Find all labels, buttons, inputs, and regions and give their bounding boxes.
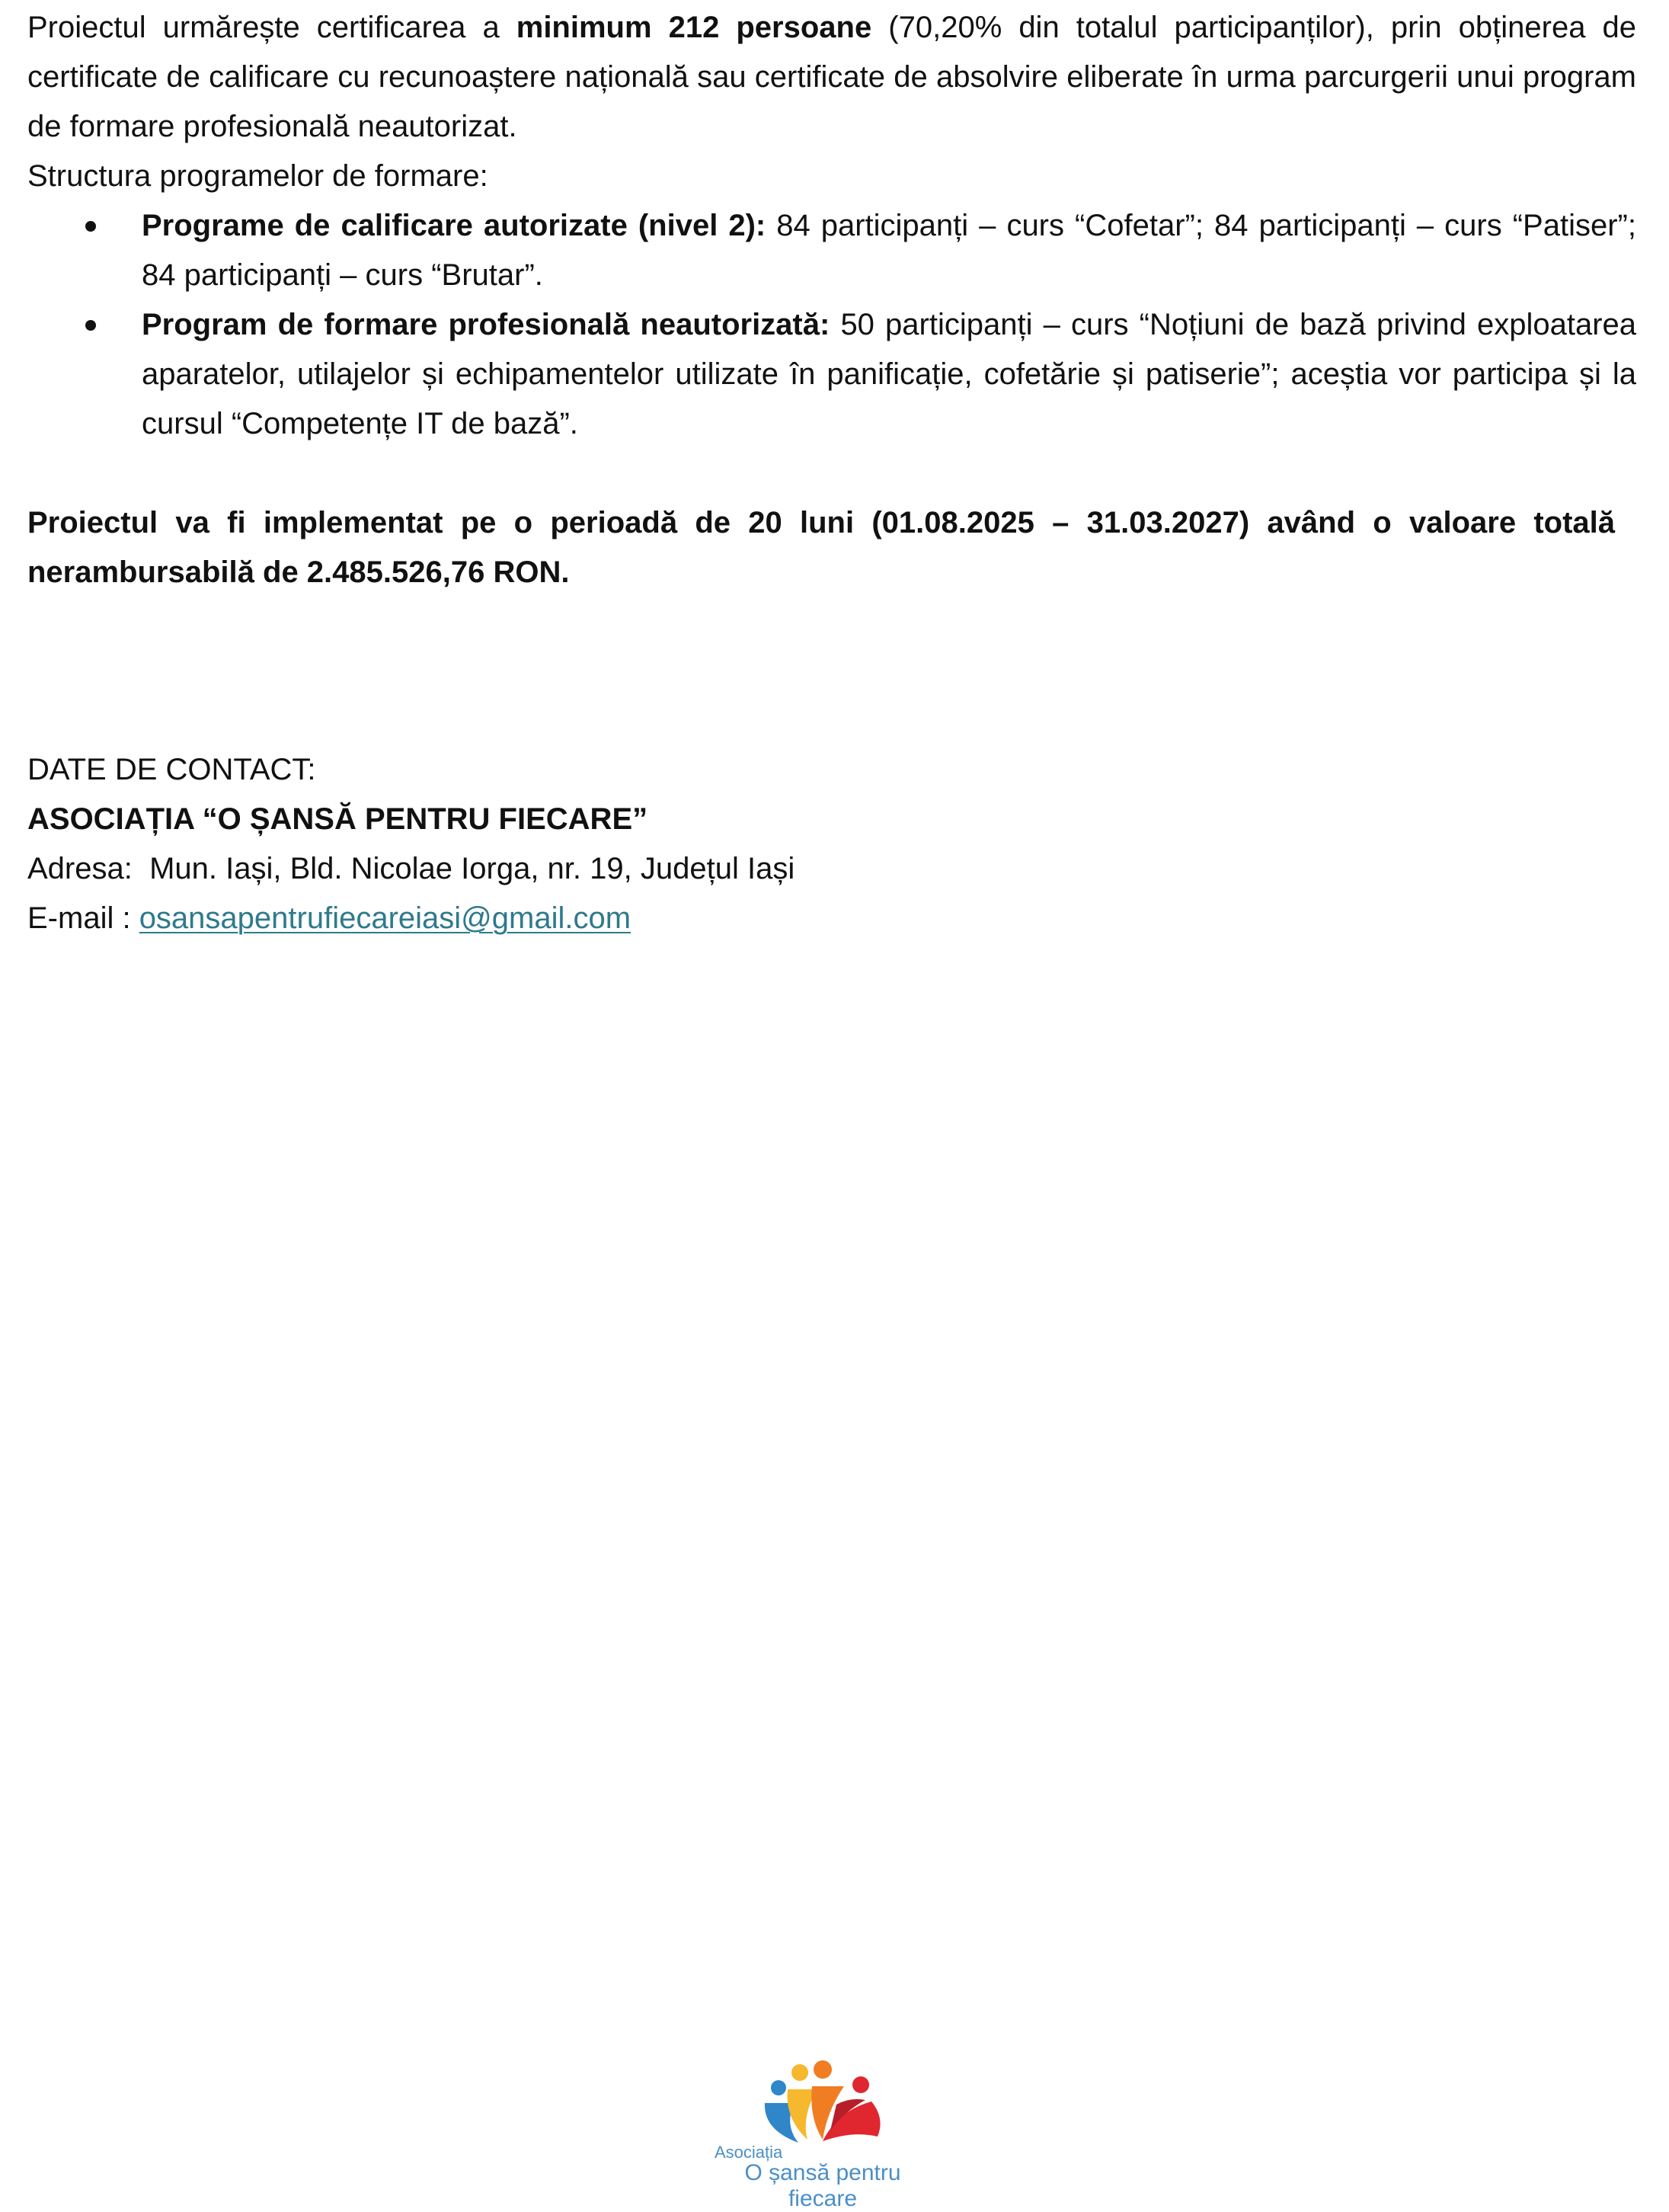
list-item-bold: Program de formare profesională neautorizată: xyxy=(142,308,830,341)
document-page xyxy=(27,0,1636,943)
intro-text-end: (70,20% din totalul participanților), prin obținerea de certificate de calificare cu recunoaștere națională sau certificate de absolvire eliberate în urma parcurgerii unui program de formare profesională neautorizat. xyxy=(27,11,1636,143)
list-item xyxy=(27,201,1636,300)
bullet-icon xyxy=(85,221,96,232)
list-item-text: 84 participanți – curs “Cofetar”; 84 participanți – curs “Patiser”; 84 participanți – curs “Brutar”. xyxy=(142,209,1636,292)
logo-text-name: O șansă pentru fiecare xyxy=(744,2160,901,2211)
project-summary: Proiectul va fi implementat pe o perioadă de 20 luni (01.08.2025 – 31.03.2027) având o valoare totală nerambursabilă de 2.485.526,76 RON. xyxy=(27,506,1615,589)
program-list xyxy=(27,201,1636,449)
email-label: E-mail : xyxy=(27,901,139,935)
contact-heading: DATE DE CONTACT: xyxy=(27,753,316,786)
address-line xyxy=(27,844,1636,894)
email-line xyxy=(27,894,1636,943)
organization-name: ASOCIAȚIA “O ȘANSĂ PENTRU FIECARE” xyxy=(27,802,648,836)
address-label: Adresa: xyxy=(27,852,133,885)
intro-text-start: Proiectul urmărește certificarea a xyxy=(27,11,516,44)
list-item xyxy=(27,300,1636,449)
structure-heading: Structura programelor de formare: xyxy=(27,159,488,193)
email-link[interactable]: osansapentrufiecareiasi@gmail.com xyxy=(139,901,631,935)
bullet-icon xyxy=(85,320,96,331)
list-item-text: 50 participanți – curs “Noțiuni de bază privind exploatarea aparatelor, utilajelor și echipamentelor utilizate în panificație, cofetărie și patiserie”; aceștia vor participa și la cursul “Competențe IT de bază”. xyxy=(142,308,1637,440)
list-item-bold: Programe de calificare autorizate (nivel 2): xyxy=(142,209,766,242)
logo-text-association: Asociația xyxy=(715,2143,783,2162)
logo-graphic xyxy=(708,2057,937,2149)
intro-bold-count: minimum 212 persoane xyxy=(516,11,872,44)
intro-paragraph xyxy=(27,3,1636,152)
address-value: Mun. Iași, Bld. Nicolae Iorga, nr. 19, Județul Iași xyxy=(149,852,795,885)
association-logo xyxy=(708,2057,937,2211)
contact-section xyxy=(27,745,1636,943)
